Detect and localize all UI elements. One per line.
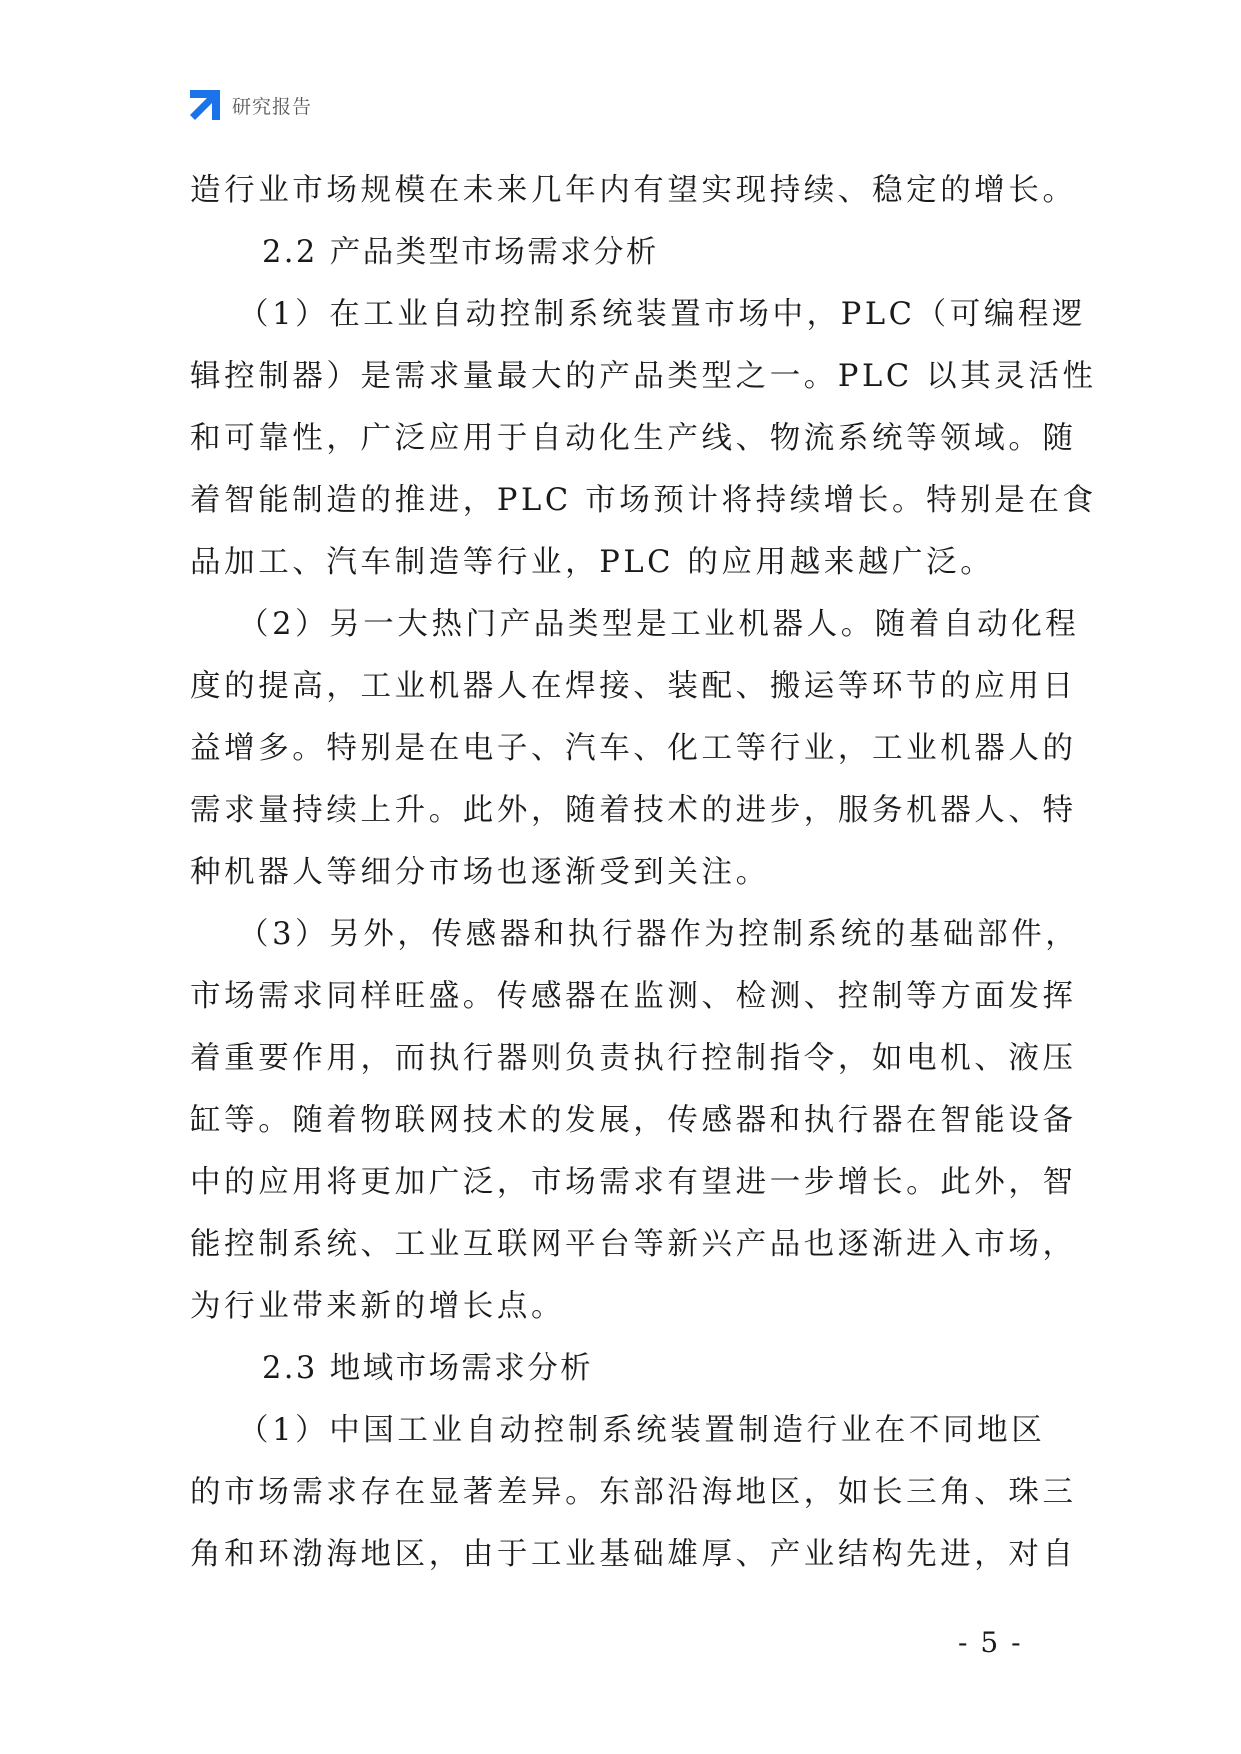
page-number: - 5 - bbox=[958, 1626, 1023, 1659]
body-line: 角和环渤海地区，由于工业基础雄厚、产业结构先进，对自 bbox=[190, 1537, 1077, 1572]
body-line: 为行业带来新的增长点。 bbox=[190, 1289, 566, 1324]
body-line: 和可靠性，广泛应用于自动化生产线、物流系统等领域。随 bbox=[190, 421, 1077, 456]
body-line: 着重要作用，而执行器则负责执行控制指令，如电机、液压 bbox=[190, 1041, 1077, 1076]
body-line: 需求量持续上升。此外，随着技术的进步，服务机器人、特 bbox=[190, 793, 1077, 828]
body-line: 造行业市场规模在未来几年内有望实现持续、稳定的增长。 bbox=[190, 173, 1077, 208]
body-line: 种机器人等细分市场也逐渐受到关注。 bbox=[190, 855, 770, 890]
section-heading: 2.3 地域市场需求分析 bbox=[262, 1351, 593, 1386]
body-line: 缸等。随着物联网技术的发展，传感器和执行器在智能设备 bbox=[190, 1103, 1077, 1138]
body-line: （1）中国工业自动控制系统装置制造行业在不同地区 bbox=[238, 1413, 1046, 1448]
body-line: （2）另一大热门产品类型是工业机器人。随着自动化程 bbox=[238, 607, 1080, 642]
body-line: 着智能制造的推进，PLC 市场预计将持续增长。特别是在食 bbox=[190, 483, 1097, 518]
arrow-up-right-icon bbox=[188, 88, 222, 122]
body-line: 度的提高，工业机器人在焊接、装配、搬运等环节的应用日 bbox=[190, 669, 1077, 704]
body-line: 益增多。特别是在电子、汽车、化工等行业，工业机器人的 bbox=[190, 731, 1077, 766]
body-line: 品加工、汽车制造等行业，PLC 的应用越来越广泛。 bbox=[190, 545, 995, 580]
body-line: 能控制系统、工业互联网平台等新兴产品也逐渐进入市场， bbox=[190, 1227, 1077, 1262]
body-line: （3）另外，传感器和执行器作为控制系统的基础部件， bbox=[238, 917, 1080, 952]
body-line: 中的应用将更加广泛，市场需求有望进一步增长。此外，智 bbox=[190, 1165, 1077, 1200]
section-heading: 2.2 产品类型市场需求分析 bbox=[262, 235, 659, 270]
body-line: 辑控制器）是需求量最大的产品类型之一。PLC 以其灵活性 bbox=[190, 359, 1097, 394]
header-title: 研究报告 bbox=[232, 95, 313, 118]
body-line: （1）在工业自动控制系统装置市场中，PLC（可编程逻 bbox=[238, 297, 1087, 332]
report-header bbox=[188, 88, 312, 122]
document-body bbox=[190, 160, 1097, 1586]
body-line: 的市场需求存在显著差异。东部沿海地区，如长三角、珠三 bbox=[190, 1475, 1077, 1510]
body-line: 市场需求同样旺盛。传感器在监测、检测、控制等方面发挥 bbox=[190, 979, 1077, 1014]
